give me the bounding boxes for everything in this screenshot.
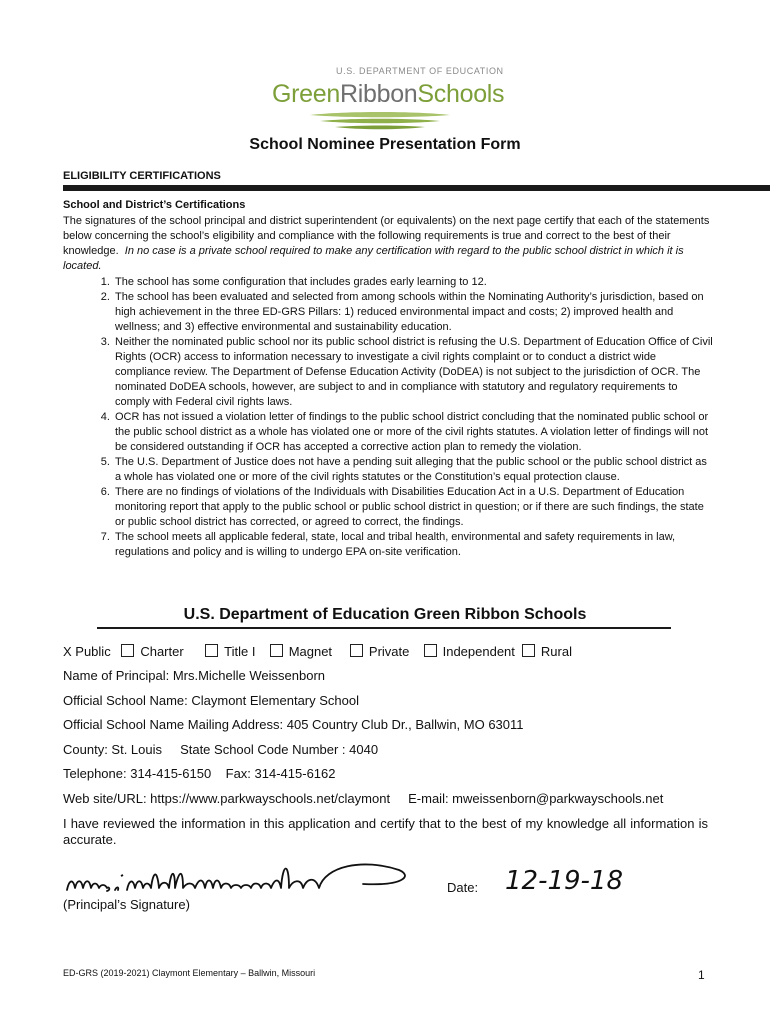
fax: Fax: 314-415-6162 [225,766,336,781]
school-type-public: X Public [63,644,111,659]
page-footer: ED-GRS (2019-2021) Claymont Elementary – Ballwin, Missouri [63,968,316,978]
signature-date: 12-19-18 [505,866,624,896]
intro-text: The signatures of the school principal and district superintendent (or equivalents) on the next page certify that each of the statements below concerning the school’s eligibility and compliance with the following requirements is true and correct to the best of their knowledge. [63,215,710,257]
ribbon-icon [305,110,455,134]
heading-divider [63,185,770,191]
school-type-options [63,644,579,659]
intro-italic-text: In no case is a private school required to make any certification with regard to the public school district in which it is located. [63,245,684,272]
web-line [63,791,663,806]
email: E-mail: mweissenborn@parkwayschools.net [408,791,664,806]
intro-paragraph [63,214,713,274]
requirement-item: 6. There are no findings of violations of the Individuals with Disabilities Education Act in a U.S. Department of Education monitoring report that apply to the public school or public school district in question; or if there are such findings, the state or public school district has corrected, or agreed to correct, the findings. [113,485,713,530]
mailing-address: Official School Name Mailing Address: 405 Country Club Dr., Ballwin, MO 63011 [63,717,524,732]
requirement-item: 2. The school has been evaluated and selected from among schools within the Nominating Authority’s jurisdiction, based on high achievement in the three ED-GRS Pillars: 1) reduced environmental impact and costs; 2) improved health and wellness; and 3) effective environmental and sustainability education. [113,290,713,335]
school-type-rural: Rural [540,644,572,659]
independent-checkbox[interactable] [424,644,437,657]
website: Web site/URL: https://www.parkwayschools.net/claymont [63,791,391,806]
section-title: U.S. Department of Education Green Ribbon Schools [183,606,587,623]
school-type-charter: Charter [140,644,184,659]
requirement-item: 1. The school has some configuration that includes grades early learning to 12. [113,275,713,290]
section-divider [97,627,671,629]
requirement-item: 7. The school meets all applicable federal, state, local and tribal health, environmental and safety requirements in law, regulations and policy and is willing to undergo EPA on-site verification. [113,530,713,560]
date-label: Date: [447,880,479,895]
logo-word-schools: Schools [417,80,505,108]
school-type-private: Private [368,644,410,659]
logo-word-green: Green [272,80,340,108]
eligibility-heading: ELIGIBILITY CERTIFICATIONS [63,170,221,182]
certification-statement: I have reviewed the information in this application and certify that to the best of my knowledge all information is accurate. [63,816,708,847]
logo-green-ribbon-schools [272,80,504,109]
principal-name: Name of Principal: Mrs.Michelle Weissenborn [63,668,326,683]
private-checkbox[interactable] [350,644,363,657]
title1-checkbox[interactable] [205,644,218,657]
requirement-item: 3. Neither the nominated public school nor its public school district is refusing the U.S. Department of Education Office of Civil Rights (OCR) access to information necessary to investigate a civil rights complaint or to conduct a district wide compliance review. The Department of Defense Education Activity (DoDEA) is not subject to the jurisdiction of OCR. The nominated DoDEA schools, however, are subject to and in compliance with statutory and regulatory requirements to comply with Federal civil rights laws. [113,335,713,410]
certifications-heading: School and District’s Certifications [63,199,246,211]
logo-department-text: U.S. DEPARTMENT OF EDUCATION [336,66,504,76]
magnet-checkbox[interactable] [270,644,283,657]
requirement-item: 4. OCR has not issued a violation letter of findings to the public school district concluding that the nominated public school or the public school district as a whole has violated one or more of the civil rights statutes. A violation letter of findings will not be considered outstanding if OCR has accepted a corrective action plan to remedy the violation. [113,410,713,455]
county: County: St. Louis [63,742,162,757]
school-type-title1: Title I [224,644,256,659]
telephone: Telephone: 314-415-6150 [63,766,212,781]
requirements-list [63,275,713,560]
logo-word-ribbon: Ribbon [339,80,418,108]
county-line [63,742,378,757]
page-number: 1 [698,968,705,982]
rural-checkbox[interactable] [522,644,535,657]
requirement-item: 5. The U.S. Department of Justice does not have a pending suit alleging that the public school or the public school district as a whole has violated one or more of the civil rights statutes or the Constitution’s equal protection clause. [113,455,713,485]
principal-signature [63,856,423,898]
state-school-code: State School Code Number : 4040 [180,742,379,757]
signature-caption: (Principal’s Signature) [63,897,190,912]
charter-checkbox[interactable] [121,644,134,657]
phone-line [63,766,336,781]
official-school-name: Official School Name: Claymont Elementary School [63,693,359,708]
school-type-magnet: Magnet [288,644,333,659]
school-type-independent: Independent [442,644,515,659]
form-title: School Nominee Presentation Form [249,136,521,153]
